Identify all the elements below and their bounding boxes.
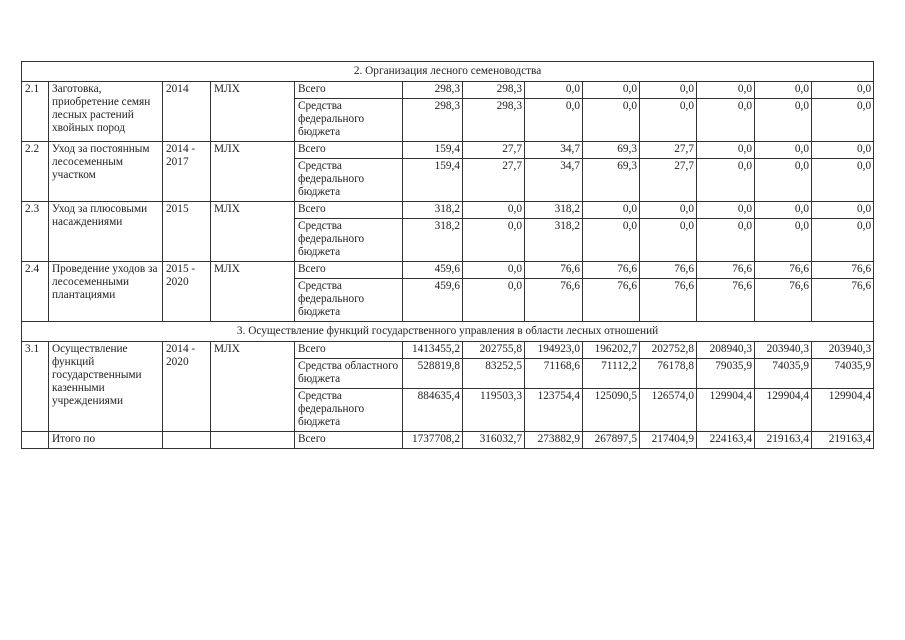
- amount-cell: 298,3: [463, 99, 525, 142]
- amount-cell: 0,0: [640, 202, 697, 219]
- section-title: 2. Организация лесного семеноводства: [22, 62, 874, 82]
- total-amount-cell: 1737708,2: [403, 432, 463, 449]
- amount-cell: 0,0: [463, 262, 525, 279]
- amount-cell: 0,0: [812, 82, 874, 99]
- table-body: [22, 62, 874, 449]
- item-period: 2014: [163, 82, 211, 142]
- amount-cell: 0,0: [812, 159, 874, 202]
- amount-cell: 27,7: [640, 142, 697, 159]
- amount-cell: 459,6: [403, 279, 463, 322]
- item-number: 2.2: [22, 142, 49, 202]
- amount-cell: 129904,4: [812, 389, 874, 432]
- amount-cell: 0,0: [463, 219, 525, 262]
- amount-cell: 0,0: [640, 99, 697, 142]
- amount-cell: 459,6: [403, 262, 463, 279]
- amount-cell: 0,0: [755, 159, 812, 202]
- section-header-row: [22, 322, 874, 342]
- amount-cell: 318,2: [525, 202, 583, 219]
- item-name: Уход за плюсовыми насаждениями: [49, 202, 163, 262]
- amount-cell: 76,6: [697, 279, 755, 322]
- amount-cell: 76,6: [583, 279, 640, 322]
- item-executor: МЛХ: [211, 142, 295, 202]
- amount-cell: 0,0: [697, 202, 755, 219]
- amount-cell: 0,0: [755, 202, 812, 219]
- table-row: [22, 142, 874, 159]
- total-amount-cell: 224163,4: [697, 432, 755, 449]
- total-amount-cell: 316032,7: [463, 432, 525, 449]
- funding-source: Средства федерального бюджета: [295, 389, 403, 432]
- table-row: [22, 262, 874, 279]
- funding-source: Всего: [295, 432, 403, 449]
- amount-cell: 0,0: [463, 202, 525, 219]
- amount-cell: 298,3: [403, 99, 463, 142]
- amount-cell: 528819,8: [403, 359, 463, 389]
- amount-cell: 159,4: [403, 159, 463, 202]
- amount-cell: 196202,7: [583, 342, 640, 359]
- amount-cell: 318,2: [525, 219, 583, 262]
- document-page: [21, 61, 873, 449]
- amount-cell: 0,0: [697, 82, 755, 99]
- funding-source: Всего: [295, 262, 403, 279]
- item-executor: МЛХ: [211, 262, 295, 322]
- funding-source: Средства федерального бюджета: [295, 159, 403, 202]
- item-executor: МЛХ: [211, 202, 295, 262]
- amount-cell: 0,0: [525, 99, 583, 142]
- amount-cell: 0,0: [755, 99, 812, 142]
- amount-cell: 76,6: [525, 279, 583, 322]
- amount-cell: 0,0: [812, 202, 874, 219]
- amount-cell: 194923,0: [525, 342, 583, 359]
- total-row: [22, 432, 874, 449]
- funding-source: Средства федерального бюджета: [295, 99, 403, 142]
- amount-cell: 27,7: [463, 159, 525, 202]
- item-number: 2.4: [22, 262, 49, 322]
- amount-cell: 298,3: [403, 82, 463, 99]
- amount-cell: 125090,5: [583, 389, 640, 432]
- section-title: 3. Осуществление функций государственного управления в области лесных отношений: [22, 322, 874, 342]
- funding-source: Всего: [295, 342, 403, 359]
- amount-cell: 74035,9: [755, 359, 812, 389]
- total-executor: [211, 432, 295, 449]
- amount-cell: 0,0: [525, 82, 583, 99]
- funding-source: Всего: [295, 202, 403, 219]
- item-period: 2014 - 2020: [163, 342, 211, 432]
- amount-cell: 126574,0: [640, 389, 697, 432]
- item-number: 2.1: [22, 82, 49, 142]
- amount-cell: 203940,3: [755, 342, 812, 359]
- amount-cell: 202752,8: [640, 342, 697, 359]
- amount-cell: 318,2: [403, 219, 463, 262]
- funding-source: Средства федерального бюджета: [295, 219, 403, 262]
- item-name: Уход за постоянным лесосеменным участком: [49, 142, 163, 202]
- item-number: 2.3: [22, 202, 49, 262]
- amount-cell: 76,6: [697, 262, 755, 279]
- total-period: [163, 432, 211, 449]
- amount-cell: 27,7: [640, 159, 697, 202]
- program-table: [21, 61, 874, 449]
- amount-cell: 0,0: [583, 82, 640, 99]
- table-row: [22, 82, 874, 99]
- amount-cell: 27,7: [463, 142, 525, 159]
- amount-cell: 0,0: [755, 219, 812, 262]
- amount-cell: 0,0: [640, 82, 697, 99]
- amount-cell: 129904,4: [697, 389, 755, 432]
- amount-cell: 76,6: [812, 279, 874, 322]
- item-number: 3.1: [22, 342, 49, 432]
- amount-cell: 884635,4: [403, 389, 463, 432]
- amount-cell: 76,6: [640, 279, 697, 322]
- item-period: 2015: [163, 202, 211, 262]
- amount-cell: 318,2: [403, 202, 463, 219]
- amount-cell: 71112,2: [583, 359, 640, 389]
- amount-cell: 76178,8: [640, 359, 697, 389]
- amount-cell: 208940,3: [697, 342, 755, 359]
- total-amount-cell: 219163,4: [812, 432, 874, 449]
- amount-cell: 34,7: [525, 142, 583, 159]
- amount-cell: 0,0: [583, 202, 640, 219]
- total-number: [22, 432, 49, 449]
- amount-cell: 76,6: [755, 279, 812, 322]
- amount-cell: 119503,3: [463, 389, 525, 432]
- amount-cell: 34,7: [525, 159, 583, 202]
- table-row: [22, 342, 874, 359]
- amount-cell: 0,0: [697, 219, 755, 262]
- table-row: [22, 202, 874, 219]
- item-name: Проведение уходов за лесосеменными плантациями: [49, 262, 163, 322]
- item-executor: МЛХ: [211, 342, 295, 432]
- section-header-row: [22, 62, 874, 82]
- amount-cell: 76,6: [812, 262, 874, 279]
- amount-cell: 71168,6: [525, 359, 583, 389]
- amount-cell: 76,6: [640, 262, 697, 279]
- amount-cell: 0,0: [697, 99, 755, 142]
- amount-cell: 159,4: [403, 142, 463, 159]
- total-amount-cell: 267897,5: [583, 432, 640, 449]
- item-period: 2014 - 2017: [163, 142, 211, 202]
- amount-cell: 0,0: [463, 279, 525, 322]
- amount-cell: 298,3: [463, 82, 525, 99]
- amount-cell: 0,0: [697, 159, 755, 202]
- total-name: Итого по: [49, 432, 163, 449]
- total-amount-cell: 217404,9: [640, 432, 697, 449]
- amount-cell: 0,0: [812, 219, 874, 262]
- amount-cell: 79035,9: [697, 359, 755, 389]
- amount-cell: 1413455,2: [403, 342, 463, 359]
- total-amount-cell: 273882,9: [525, 432, 583, 449]
- amount-cell: 129904,4: [755, 389, 812, 432]
- funding-source: Средства областного бюджета: [295, 359, 403, 389]
- funding-source: Всего: [295, 82, 403, 99]
- amount-cell: 0,0: [697, 142, 755, 159]
- amount-cell: 0,0: [812, 142, 874, 159]
- amount-cell: 69,3: [583, 142, 640, 159]
- amount-cell: 76,6: [525, 262, 583, 279]
- amount-cell: 0,0: [583, 99, 640, 142]
- amount-cell: 0,0: [755, 82, 812, 99]
- amount-cell: 0,0: [812, 99, 874, 142]
- funding-source: Средства федерального бюджета: [295, 279, 403, 322]
- amount-cell: 0,0: [583, 219, 640, 262]
- item-executor: МЛХ: [211, 82, 295, 142]
- amount-cell: 0,0: [755, 142, 812, 159]
- item-period: 2015 - 2020: [163, 262, 211, 322]
- amount-cell: 76,6: [583, 262, 640, 279]
- amount-cell: 0,0: [640, 219, 697, 262]
- total-amount-cell: 219163,4: [755, 432, 812, 449]
- amount-cell: 83252,5: [463, 359, 525, 389]
- amount-cell: 76,6: [755, 262, 812, 279]
- amount-cell: 69,3: [583, 159, 640, 202]
- item-name: Заготовка, приобретение семян лесных растений хвойных пород: [49, 82, 163, 142]
- item-name: Осуществление функций государственными казенными учреждениями: [49, 342, 163, 432]
- amount-cell: 203940,3: [812, 342, 874, 359]
- amount-cell: 202755,8: [463, 342, 525, 359]
- funding-source: Всего: [295, 142, 403, 159]
- amount-cell: 74035,9: [812, 359, 874, 389]
- amount-cell: 123754,4: [525, 389, 583, 432]
